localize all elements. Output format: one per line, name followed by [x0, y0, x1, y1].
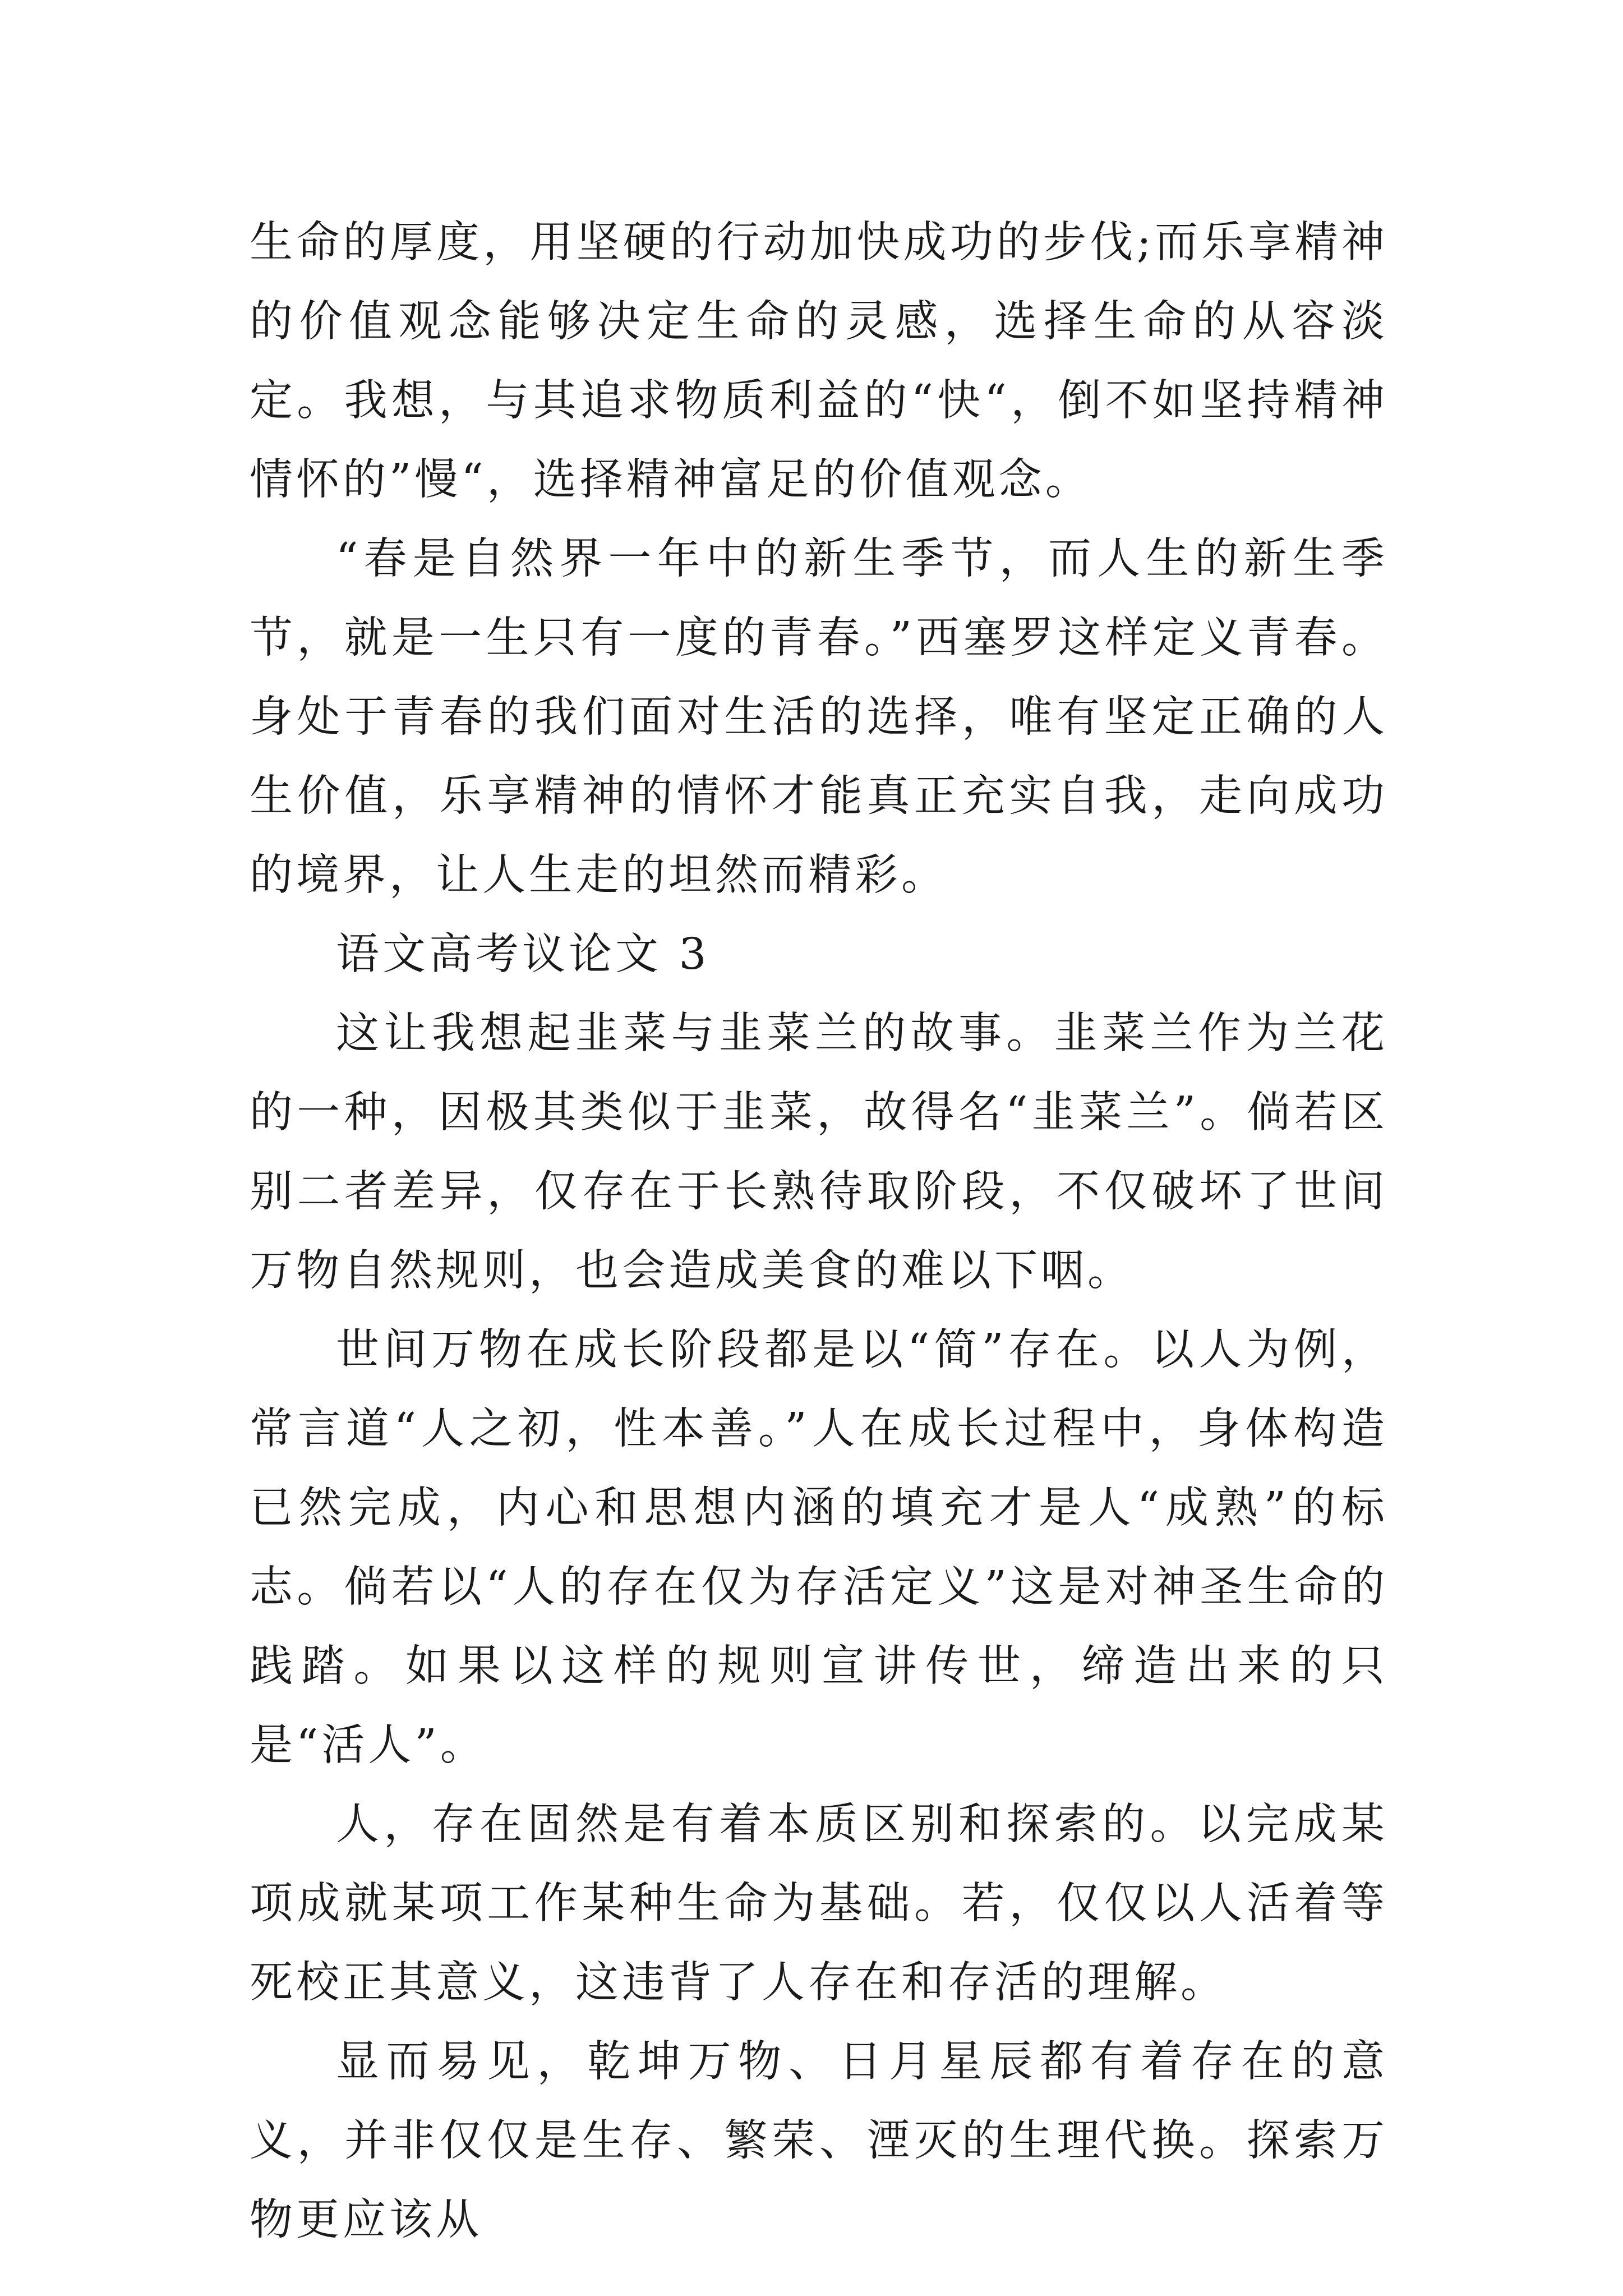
section-heading: 语文高考议论文 3 [336, 930, 710, 979]
paragraph-human-existence: 人，存在固然是有着本质区别和探索的。以完成某项成就某项工作某种生命为基础。若，仅仅以人活着等死校正其意义，这违背了人存在和存活的理解。 [250, 1800, 1388, 2008]
paragraph-continuation: 生命的厚度，用坚硬的行动加快成功的步伐;而乐享精神的价值观念能够决定生命的灵感，选择生命的从容淡定。我想，与其追求物质利益的“快“，倒不如坚持精神情怀的”慢“，选择精神富足的价值观念。 [250, 218, 1388, 505]
paragraph-meaning-of-things: 显而易见，乾坤万物、日月星辰都有着存在的意义，并非仅仅是生存、繁荣、湮灭的生理代换。探索万物更应该从 [250, 2037, 1388, 2245]
document-body [250, 203, 1388, 2260]
paragraph-simple-existence: 世间万物在成长阶段都是以“简”存在。以人为例，常言道“人之初，性本善。”人在成长过程中，身体构造已然完成，内心和思想内涵的填充才是人“成熟”的标志。倘若以“人的存在仅为存活定义”这是对神圣生命的践踏。如果以这样的规则宣讲传世，缔造出来的只是“活人”。 [250, 1325, 1388, 1770]
paragraph-youth-quote: “春是自然界一年中的新生季节，而人生的新生季节，就是一生只有一度的青春。”西塞罗这样定义青春。身处于青春的我们面对生活的选择，唯有坚定正确的人生价值，乐享精神的情怀才能真正充实自我，走向成功的境界，让人生走的坦然而精彩。 [250, 534, 1388, 900]
paragraph-leek-orchid: 这让我想起韭菜与韭菜兰的故事。韭菜兰作为兰花的一种，因极其类似于韭菜，故得名“韭菜兰”。倘若区别二者差异，仅存在于长熟待取阶段，不仅破坏了世间万物自然规则，也会造成美食的难以下咽。 [250, 1009, 1388, 1296]
